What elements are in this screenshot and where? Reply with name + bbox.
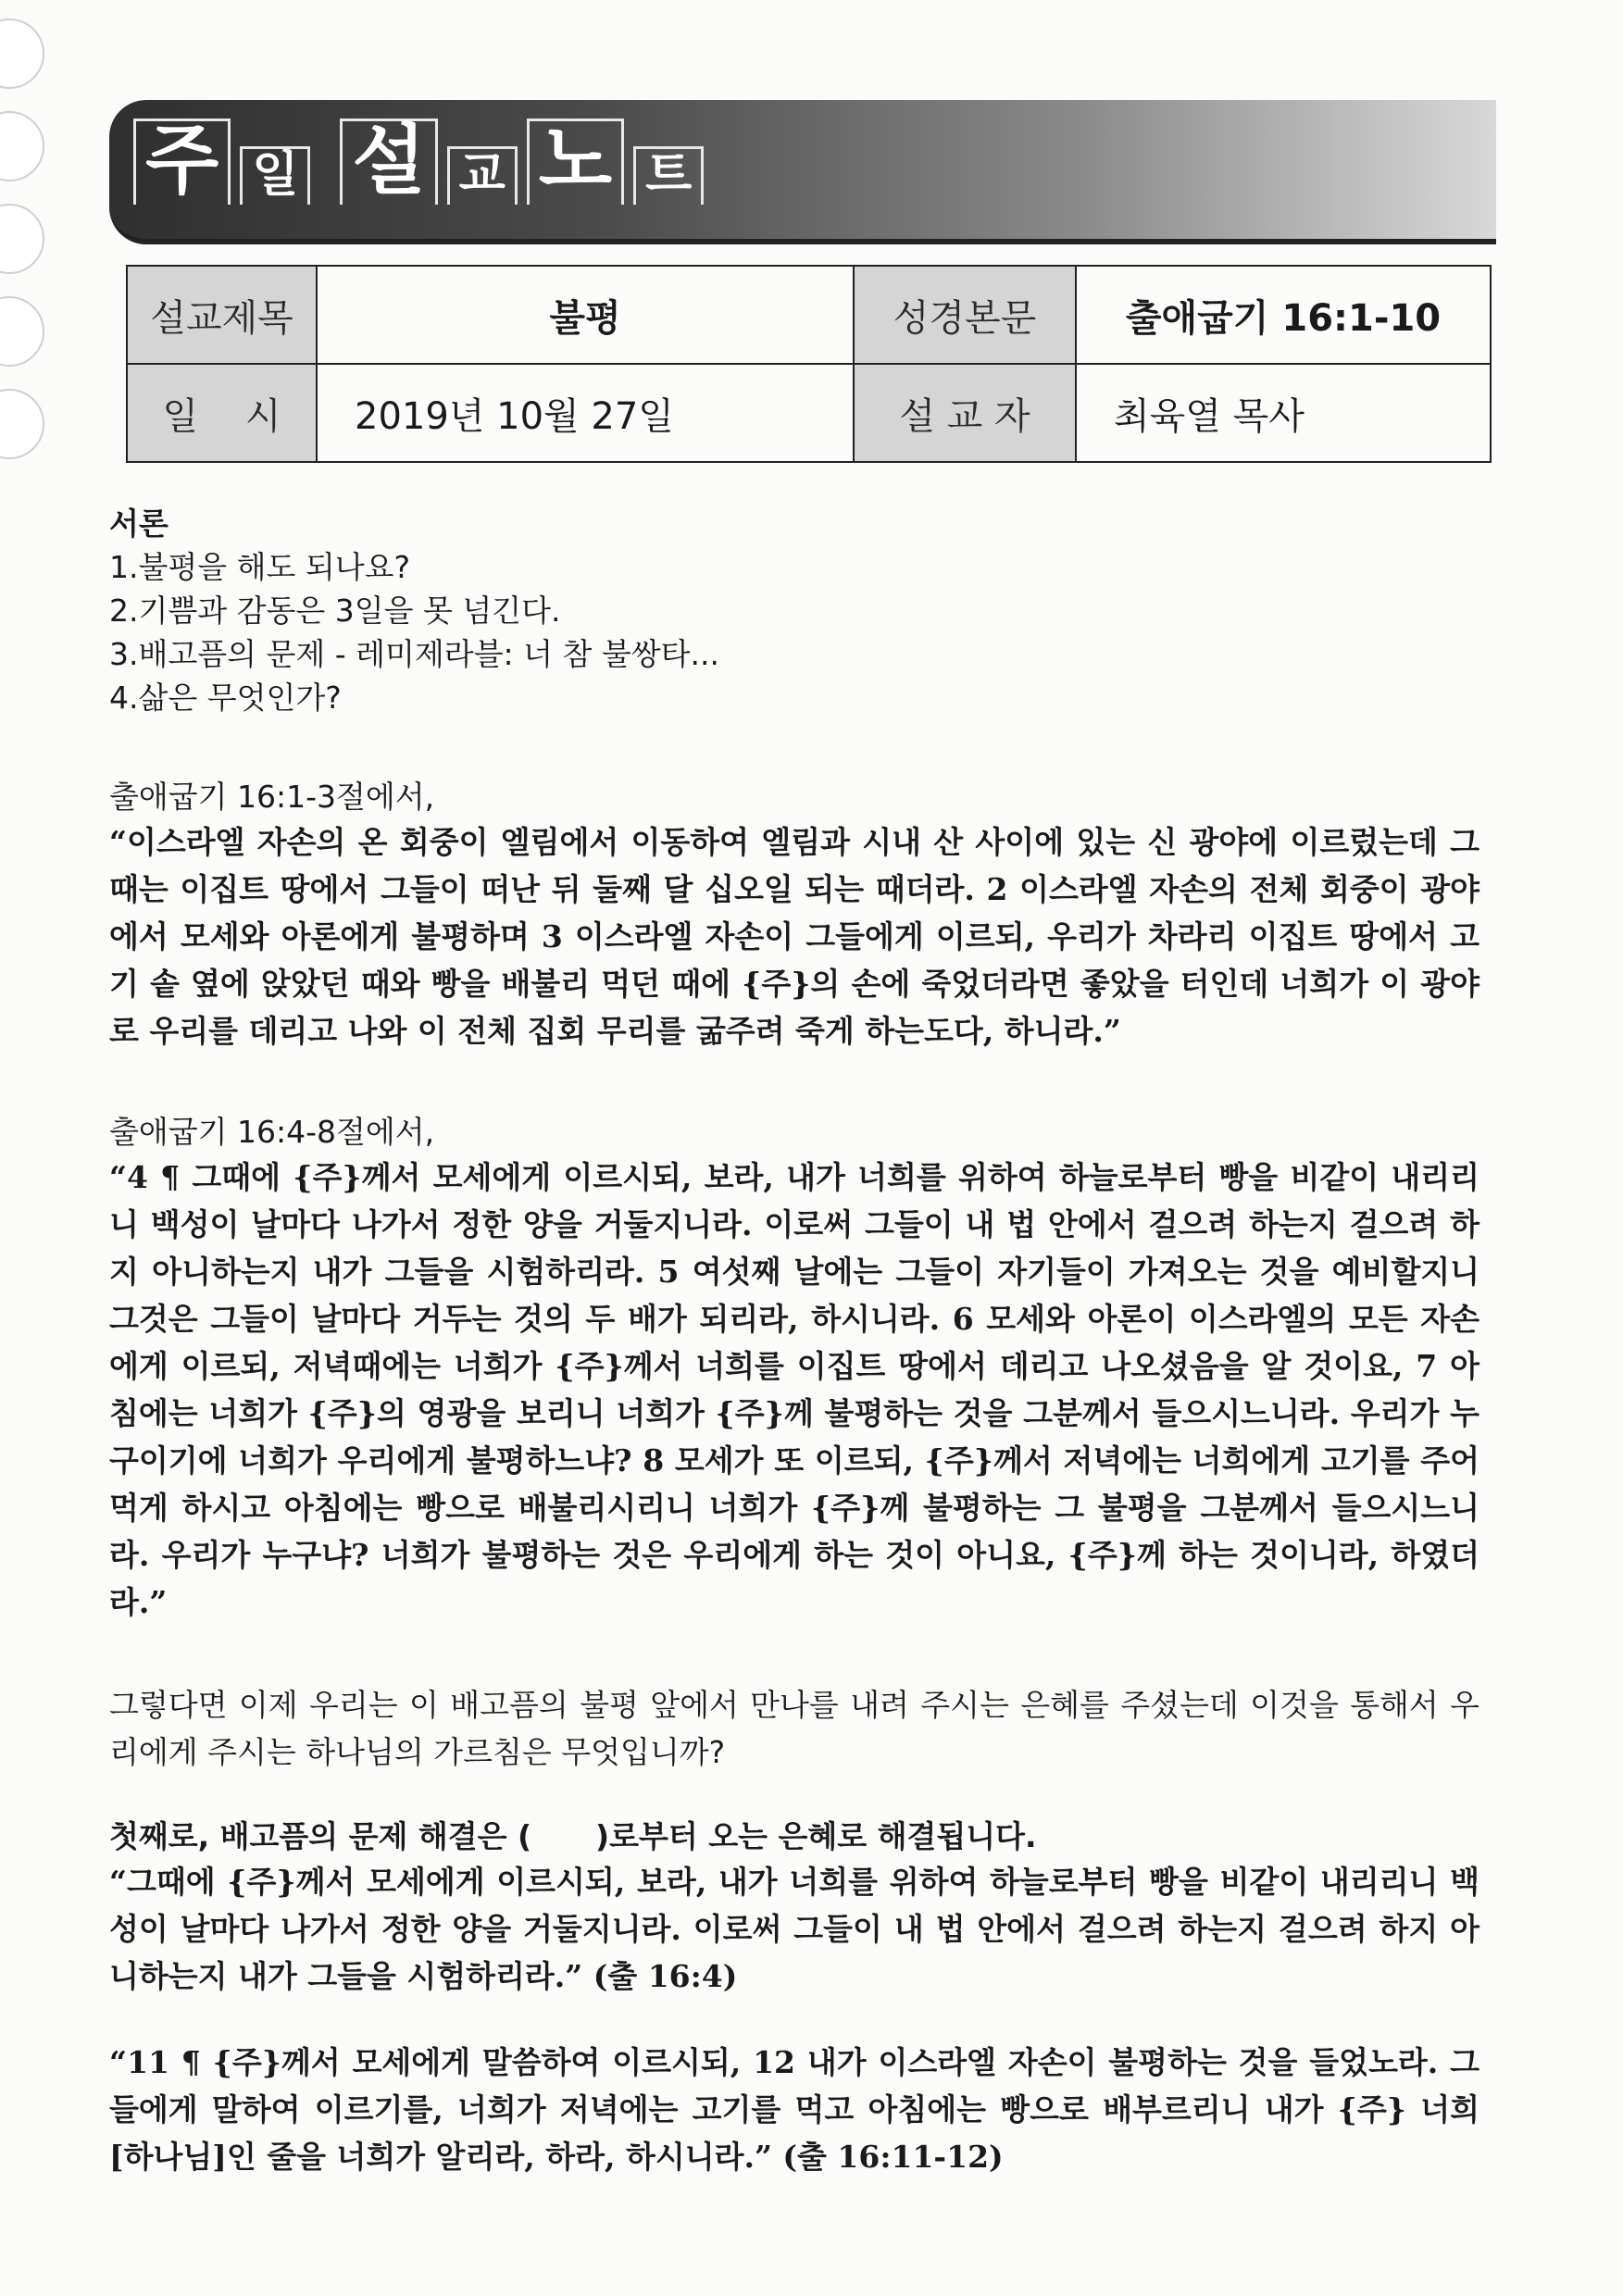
banner-char: 일 (240, 146, 310, 205)
intro-item: 2.기쁨과 감동은 3일을 못 넘긴다. (109, 593, 561, 629)
intro-item: 1.불평을 해도 되나요? (109, 549, 411, 585)
passage2-text: “4 ¶ 그때에 {주}께서 모세에게 이르시되, 보라, 내가 너희를 위하여 하늘로부터 빵을 비같이 내리리니 백성이 날마다 나가서 정한 양을 거둘지니라. 이로써 그들이 내 법 안에서 걸으려 하는지 걸으려 하지 아니하는지 내가 그들을 시험하리라. 5 여섯째 날에는 그들이 자기들이 가져오는 것을 예비할지니 그것은 그들이 날마다 거두는 것의 두 배가 되리라, 하시니라. 6 모세와 아론이 이스라엘의 모든 자손에게 이르되, 저녁때에는 너희가 {주}께서 너희를 이집트 땅에서 데리고 나오셨음을 알 것이요, 7 아침에는 너희가 {주}의 영광을 보리니 너희가 {주}께 불평하는 것을 그분께서 들으시느니라. 우리가 누구이기에 너희가 우리에게 불평하느냐? 8 모세가 또 이르되, {주}께서 저녁에는 너희에게 고기를 주어 먹게 하시고 아침에는 빵으로 배불리시리니 너희가 {주}께 불평하는 그 불평을 그분께서 들으시느니라. 우리가 누구냐? 너희가 불평하는 것은 우리에게 하는 것이 아니요, {주}께 하는 것이니라, 하였더라.” (109, 1159, 1479, 1620)
header-banner (109, 100, 1496, 244)
banner-char: 설 (340, 119, 437, 205)
spacer (109, 2000, 1479, 2039)
point1-verse2: “11 ¶ {주}께서 모세에게 말씀하여 이르시되, 12 내가 이스라엘 자손이 불평하는 것을 들었노라. 그들에게 말하여 이르기를, 너희가 저녁에는 고기를 먹고 아침에는 빵으로 배부르리니 내가 {주} 너희 [하나님]인 줄을 너희가 알리라, 하라, 하시니라.” (출 16:11-12) (109, 2044, 1479, 2175)
intro-heading: 서론 (109, 505, 169, 542)
spacer (109, 1054, 1479, 1110)
info-row (127, 364, 1491, 462)
punch-hole (0, 296, 44, 367)
date-value: 2019년 10월 27일 (317, 364, 854, 462)
banner-title (133, 119, 713, 205)
intro-item: 4.삶은 무엇인가? (109, 680, 342, 716)
title-value: 불평 (317, 266, 854, 364)
passage1-text: “이스라엘 자손의 온 회중이 엘림에서 이동하여 엘림과 시내 산 사이에 있는 신 광야에 이르렀는데 그때는 이집트 땅에서 그들이 떠난 뒤 둘째 달 십오일 되는 때더라. 2 이스라엘 자손의 전체 회중이 광야에서 모세와 아론에게 불평하며 3 이스라엘 자손이 그들에게 이르되, 우리가 차라리 이집트 땅에서 고기 솥 옆에 앉았던 때와 빵을 배불리 먹던 때에 {주}의 손에 죽었더라면 좋았을 터인데 너희가 이 광야로 우리를 데리고 나와 이 전체 집회 무리를 굶주려 죽게 하는도다, 하니라.” (109, 824, 1479, 1049)
punch-hole (0, 19, 44, 89)
spacer (109, 719, 1479, 775)
punch-hole (0, 204, 44, 274)
banner-char: 트 (633, 146, 704, 205)
scripture-label: 성경본문 (854, 266, 1076, 364)
preacher-value: 최육열 목사 (1076, 364, 1491, 462)
sermon-info-table (126, 265, 1492, 463)
preacher-label: 설 교 자 (854, 364, 1076, 462)
punch-hole (0, 389, 44, 459)
info-row (127, 266, 1491, 364)
banner-char: 주 (133, 119, 231, 205)
banner-char: 교 (447, 146, 518, 205)
point1-verse1: “그때에 {주}께서 모세에게 이르시되, 보라, 내가 너희를 위하여 하늘로부터 빵을 비같이 내리리니 백성이 날마다 나가서 정한 양을 거둘지니라. 이로써 그들이 내 법 안에서 걸으려 하는지 걸으려 하지 아니하는지 내가 그들을 시험하리라.” (출 16:4) (109, 1864, 1479, 1994)
scripture-value: 출애굽기 16:1-10 (1076, 266, 1491, 364)
date-label: 일 시 (127, 364, 317, 462)
spacer (109, 1776, 1479, 1815)
passage2-ref: 출애굽기 16:4-8절에서, (109, 1114, 435, 1150)
title-label: 설교제목 (127, 266, 317, 364)
punch-hole (0, 111, 44, 181)
intro-item: 3.배고픔의 문제 - 레미제라블: 너 참 불쌍타... (109, 636, 719, 672)
sermon-content (109, 502, 1479, 2180)
point1-heading: 첫째로, 배고픔의 문제 해결은 ( )로부터 오는 은혜로 해결됩니다. (109, 1818, 1037, 1854)
passage1-ref: 출애굽기 16:1-3절에서, (109, 779, 435, 815)
spacer (109, 1626, 1479, 1681)
question-text: 그렇다면 이제 우리는 이 배고픔의 불평 앞에서 만나를 내려 주시는 은혜를 주셨는데 이것을 통해서 우리에게 주시는 하나님의 가르침은 무엇입니까? (109, 1687, 1479, 1770)
banner-char: 노 (527, 119, 624, 205)
